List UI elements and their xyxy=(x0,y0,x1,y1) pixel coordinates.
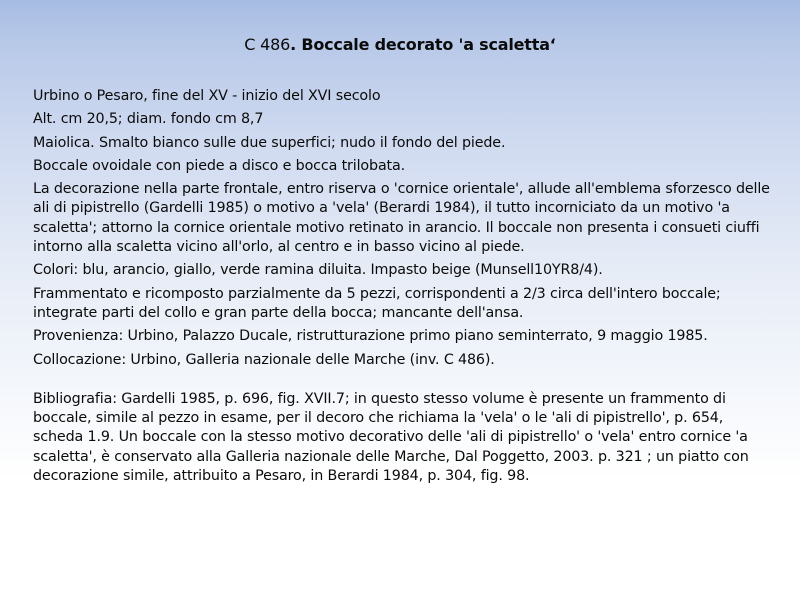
object-title: . Boccale decorato 'a scaletta‘ xyxy=(290,35,556,54)
condition: Frammentato e ricomposto parzialmente da 5 pezzi, corrispondenti a 2/3 circa dell'intero boccale; integrate parti del collo e gran parte della bocca; mancante dell'ansa. xyxy=(33,285,721,321)
catalog-code: C 486 xyxy=(244,35,291,54)
slide-title xyxy=(0,34,800,56)
location: Collocazione: Urbino, Galleria nazionale delle Marche (inv. C 486). xyxy=(33,351,495,368)
provenance-date: Urbino o Pesaro, fine del XV - inizio del XVI secolo xyxy=(33,88,381,104)
colors: Colori: blu, arancio, giallo, verde ramina diluita. Impasto beige (Munsell10YR8/4). xyxy=(33,262,603,279)
decoration-description: La decorazione nella parte frontale, entro riserva o 'cornice orientale', allude all'emblema sforzesco delle ali di pipistrello (Gardelli 1985) o motivo a 'vela' (Berardi 1984), il tutto incorniciato da un motivo 'a scaletta'; attorno la cornice orientale motivo retinato in arancio. Il boccale non presenta i consueti ciuffi intorno alla scaletta vicino all'orlo, al centro e in basso vicino al piede. xyxy=(33,181,770,256)
bibliography: Bibliografia: Gardelli 1985, p. 696, fig. XVII.7; in questo stesso volume è presente un frammento di boccale, simile al pezzo in esame, per il decoro che richiama la 'vela' o le 'ali di pipistrello', p. 654, scheda 1.9. Un boccale con la stesso motivo decorativo delle 'ali di pipistrello' o 'vela' entro cornice 'a scaletta', è conservato alla Galleria nazionale delle Marche, Dal Poggetto, 2003. p. 321 ; un piatto con decorazione simile, attribuito a Pesaro, in Berardi 1984, p. 304, fig. 98. xyxy=(33,390,749,485)
dimensions: Alt. cm 20,5; diam. fondo cm 8,7 xyxy=(33,111,264,128)
catalog-entry xyxy=(33,87,773,490)
shape-description: Boccale ovoidale con piede a disco e bocca trilobata. xyxy=(33,157,406,174)
provenance: Provenienza: Urbino, Palazzo Ducale, ristrutturazione primo piano seminterrato, 9 maggio 1985. xyxy=(33,328,708,345)
material: Maiolica. Smalto bianco sulle due superfici; nudo il fondo del piede. xyxy=(33,134,506,151)
